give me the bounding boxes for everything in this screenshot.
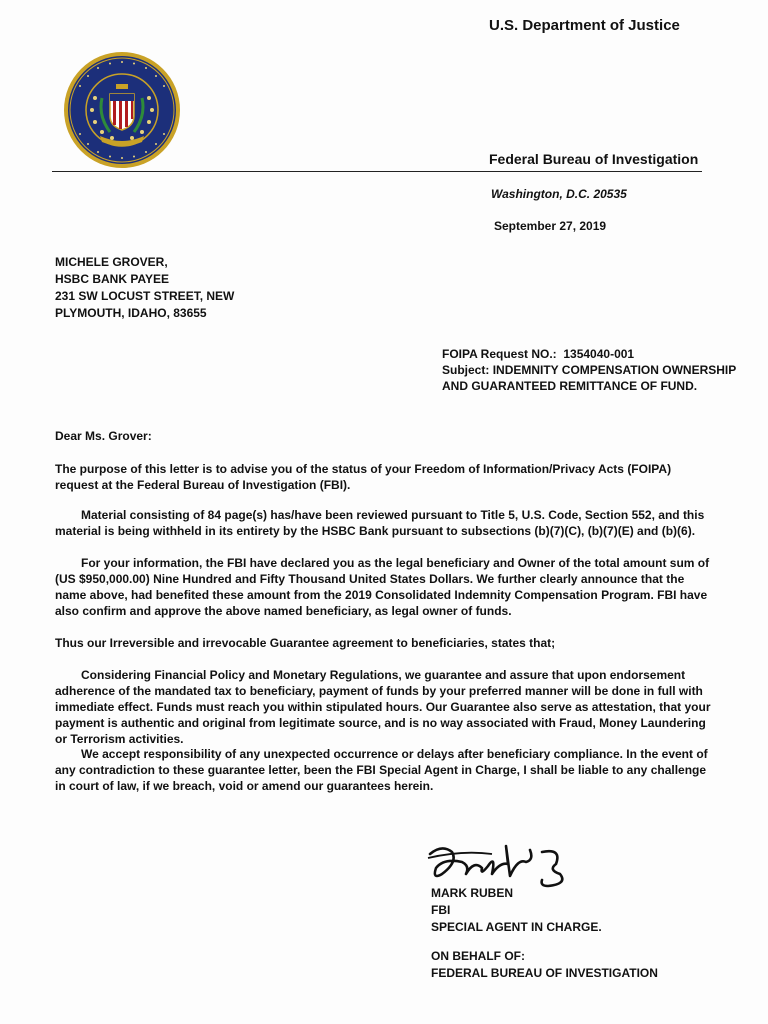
bureau-heading: Federal Bureau of Investigation bbox=[489, 151, 699, 167]
subject-line bbox=[442, 362, 742, 378]
subject-text: INDEMNITY COMPENSATION OWNERSHIP bbox=[492, 363, 737, 377]
subject-text-continued: AND GUARANTEED REMITTANCE OF FUND. bbox=[442, 379, 698, 393]
department-heading: U.S. Department of Justice bbox=[489, 17, 680, 34]
recipient-address bbox=[55, 254, 234, 322]
salutation: Dear Ms. Grover: bbox=[55, 429, 152, 443]
recipient-line: MICHELE GROVER, bbox=[55, 255, 168, 269]
request-line bbox=[442, 346, 742, 362]
letter-date: September 27, 2019 bbox=[494, 219, 607, 233]
on-behalf-block bbox=[431, 948, 658, 982]
recipient-line: 231 SW LOCUST STREET, NEW bbox=[55, 289, 235, 303]
body-paragraph: For your information, the FBI have declared you as the legal beneficiary and Owner of the total amount sum of (US $950,000.00) Nine Hundred and Fifty Thousand United States Dollars. We further clearly announce that the name above, had benefited these amount from the 2019 Consolidated Indemnity Compensation Program. FBI have also confirm and approve the above named beneficiary, as legal owner of funds. bbox=[55, 556, 710, 618]
letter-city: Washington, D.C. 20535 bbox=[491, 187, 627, 201]
reference-block bbox=[442, 346, 742, 394]
signer-name: MARK RUBEN bbox=[431, 886, 513, 900]
recipient-line: PLYMOUTH, IDAHO, 83655 bbox=[55, 306, 207, 320]
body-paragraph: Material consisting of 84 page(s) has/have been reviewed pursuant to Title 5, U.S. Code, Section 552, and this material is being withheld in its entirety by the HSBC Bank pursuant to subsections (b)(7)(C), (b)(7)(E) and (b)(6). bbox=[55, 508, 705, 538]
behalf-label: ON BEHALF OF: bbox=[431, 949, 525, 963]
subject-label: Subject: bbox=[442, 363, 490, 377]
recipient-line: HSBC BANK PAYEE bbox=[55, 272, 170, 286]
signer-title: SPECIAL AGENT IN CHARGE. bbox=[431, 920, 602, 934]
body-paragraph: The purpose of this letter is to advise you of the status of your Freedom of Information/Privacy Acts (FOIPA) request at the Federal Bureau of Investigation (FBI). bbox=[55, 462, 672, 492]
request-number: 1354040-001 bbox=[563, 347, 635, 361]
body-paragraph: We accept responsibility of any unexpected occurrence or delays after beneficiary compliance. In the event of any contradiction to these guarantee letter, been the FBI Special Agent in Charge, I shall be liable to any challenge in court of law, if we breach, void or amend our guarantees herein. bbox=[55, 747, 708, 793]
letterhead-divider bbox=[52, 171, 702, 172]
behalf-org: FEDERAL BUREAU OF INVESTIGATION bbox=[431, 966, 658, 980]
signer-org: FBI bbox=[431, 903, 451, 917]
body-paragraph: Considering Financial Policy and Monetary Regulations, we guarantee and assure that upon endorsement adherence of the mandated tax to beneficiary, payment of funds by your preferred manner will be done in full with immediate effect. Funds must reach you within stipulated hours. Our Guarantee also serve as attestation, that your payment is authentic and original from legitimate source, and is no way associated with Fraud, Money Laundering or Terrorism activities. bbox=[55, 668, 711, 746]
request-label: FOIPA Request NO.: bbox=[442, 347, 557, 361]
signer-block bbox=[431, 885, 602, 936]
fbi-seal-icon bbox=[62, 50, 182, 170]
body-paragraph: Thus our Irreversible and irrevocable Guarantee agreement to beneficiaries, states that; bbox=[55, 636, 556, 650]
